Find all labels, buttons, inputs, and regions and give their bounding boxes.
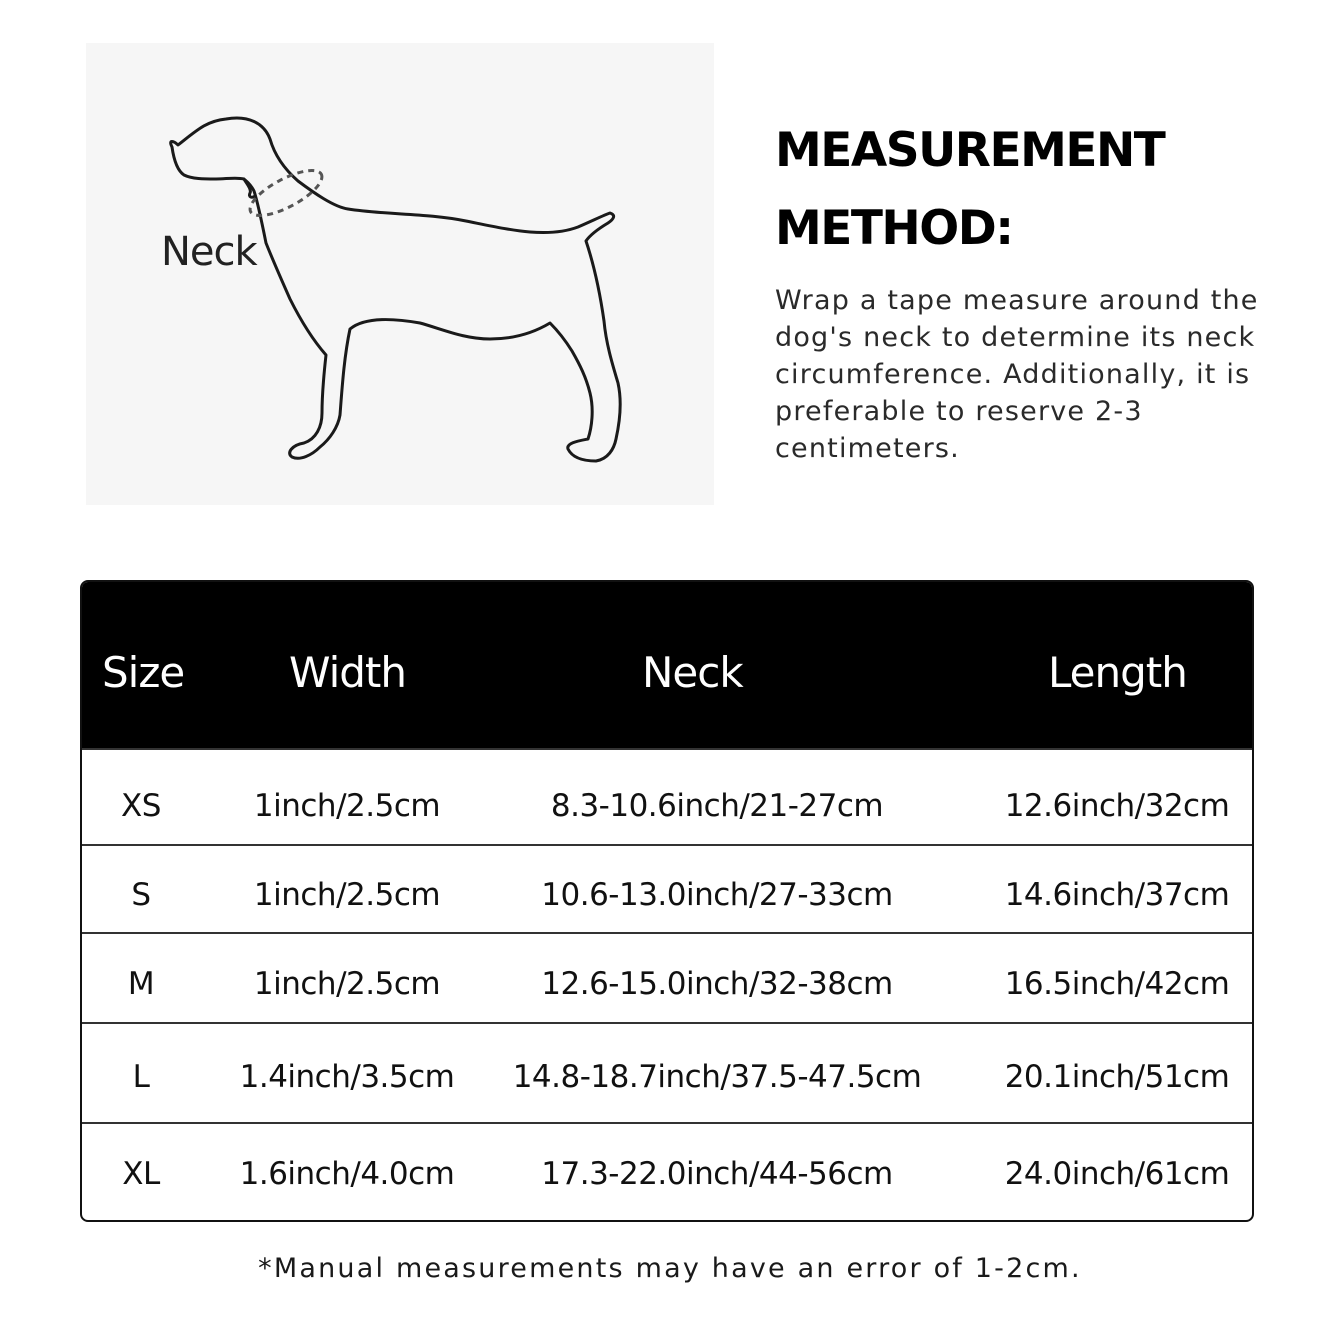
cell-length: 20.1inch/51cm <box>1004 1059 1230 1095</box>
header-neck: Neck <box>642 648 743 697</box>
cell-width: 1.4inch/3.5cm <box>239 1059 455 1095</box>
table-header <box>82 582 1252 748</box>
cell-neck: 10.6-13.0inch/27-33cm <box>541 877 893 913</box>
header-size: Size <box>102 648 185 697</box>
neck-label: Neck <box>161 229 257 275</box>
cell-neck: 12.6-15.0inch/32-38cm <box>541 966 893 1002</box>
table-row <box>82 748 1252 844</box>
cell-size: S <box>131 877 151 913</box>
dog-measurement-illustration <box>86 43 714 505</box>
cell-size: M <box>127 966 155 1002</box>
table-row <box>82 1122 1252 1220</box>
size-chart-table <box>80 580 1254 1222</box>
cell-size: L <box>132 1059 150 1095</box>
header-length: Length <box>1048 648 1187 697</box>
cell-neck: 8.3-10.6inch/21-27cm <box>550 788 884 824</box>
cell-length: 14.6inch/37cm <box>1004 877 1230 913</box>
measurement-error-footnote: *Manual measurements may have an error of 1-2cm. <box>258 1253 1082 1284</box>
title-line-1: MEASUREMENT <box>775 123 1165 178</box>
cell-width: 1inch/2.5cm <box>253 877 441 913</box>
cell-length: 16.5inch/42cm <box>1004 966 1230 1002</box>
cell-neck: 17.3-22.0inch/44-56cm <box>541 1156 893 1192</box>
table-row <box>82 1022 1252 1122</box>
measurement-method-description: Wrap a tape measure around the dog's neck to determine its neck circumference. Additionally, it is preferable to reserve 2-3 centimeters. <box>775 285 1259 464</box>
title-line-2: METHOD: <box>775 201 1013 256</box>
cell-neck: 14.8-18.7inch/37.5-47.5cm <box>512 1059 922 1095</box>
cell-width: 1inch/2.5cm <box>253 788 441 824</box>
cell-width: 1inch/2.5cm <box>253 966 441 1002</box>
table-row <box>82 932 1252 1022</box>
cell-size: XL <box>122 1156 160 1192</box>
cell-length: 12.6inch/32cm <box>1004 788 1230 824</box>
cell-length: 24.0inch/61cm <box>1004 1156 1230 1192</box>
cell-size: XS <box>121 788 161 824</box>
cell-width: 1.6inch/4.0cm <box>239 1156 455 1192</box>
header-width: Width <box>289 648 407 697</box>
table-row <box>82 844 1252 932</box>
measurement-method-title <box>775 112 1295 268</box>
